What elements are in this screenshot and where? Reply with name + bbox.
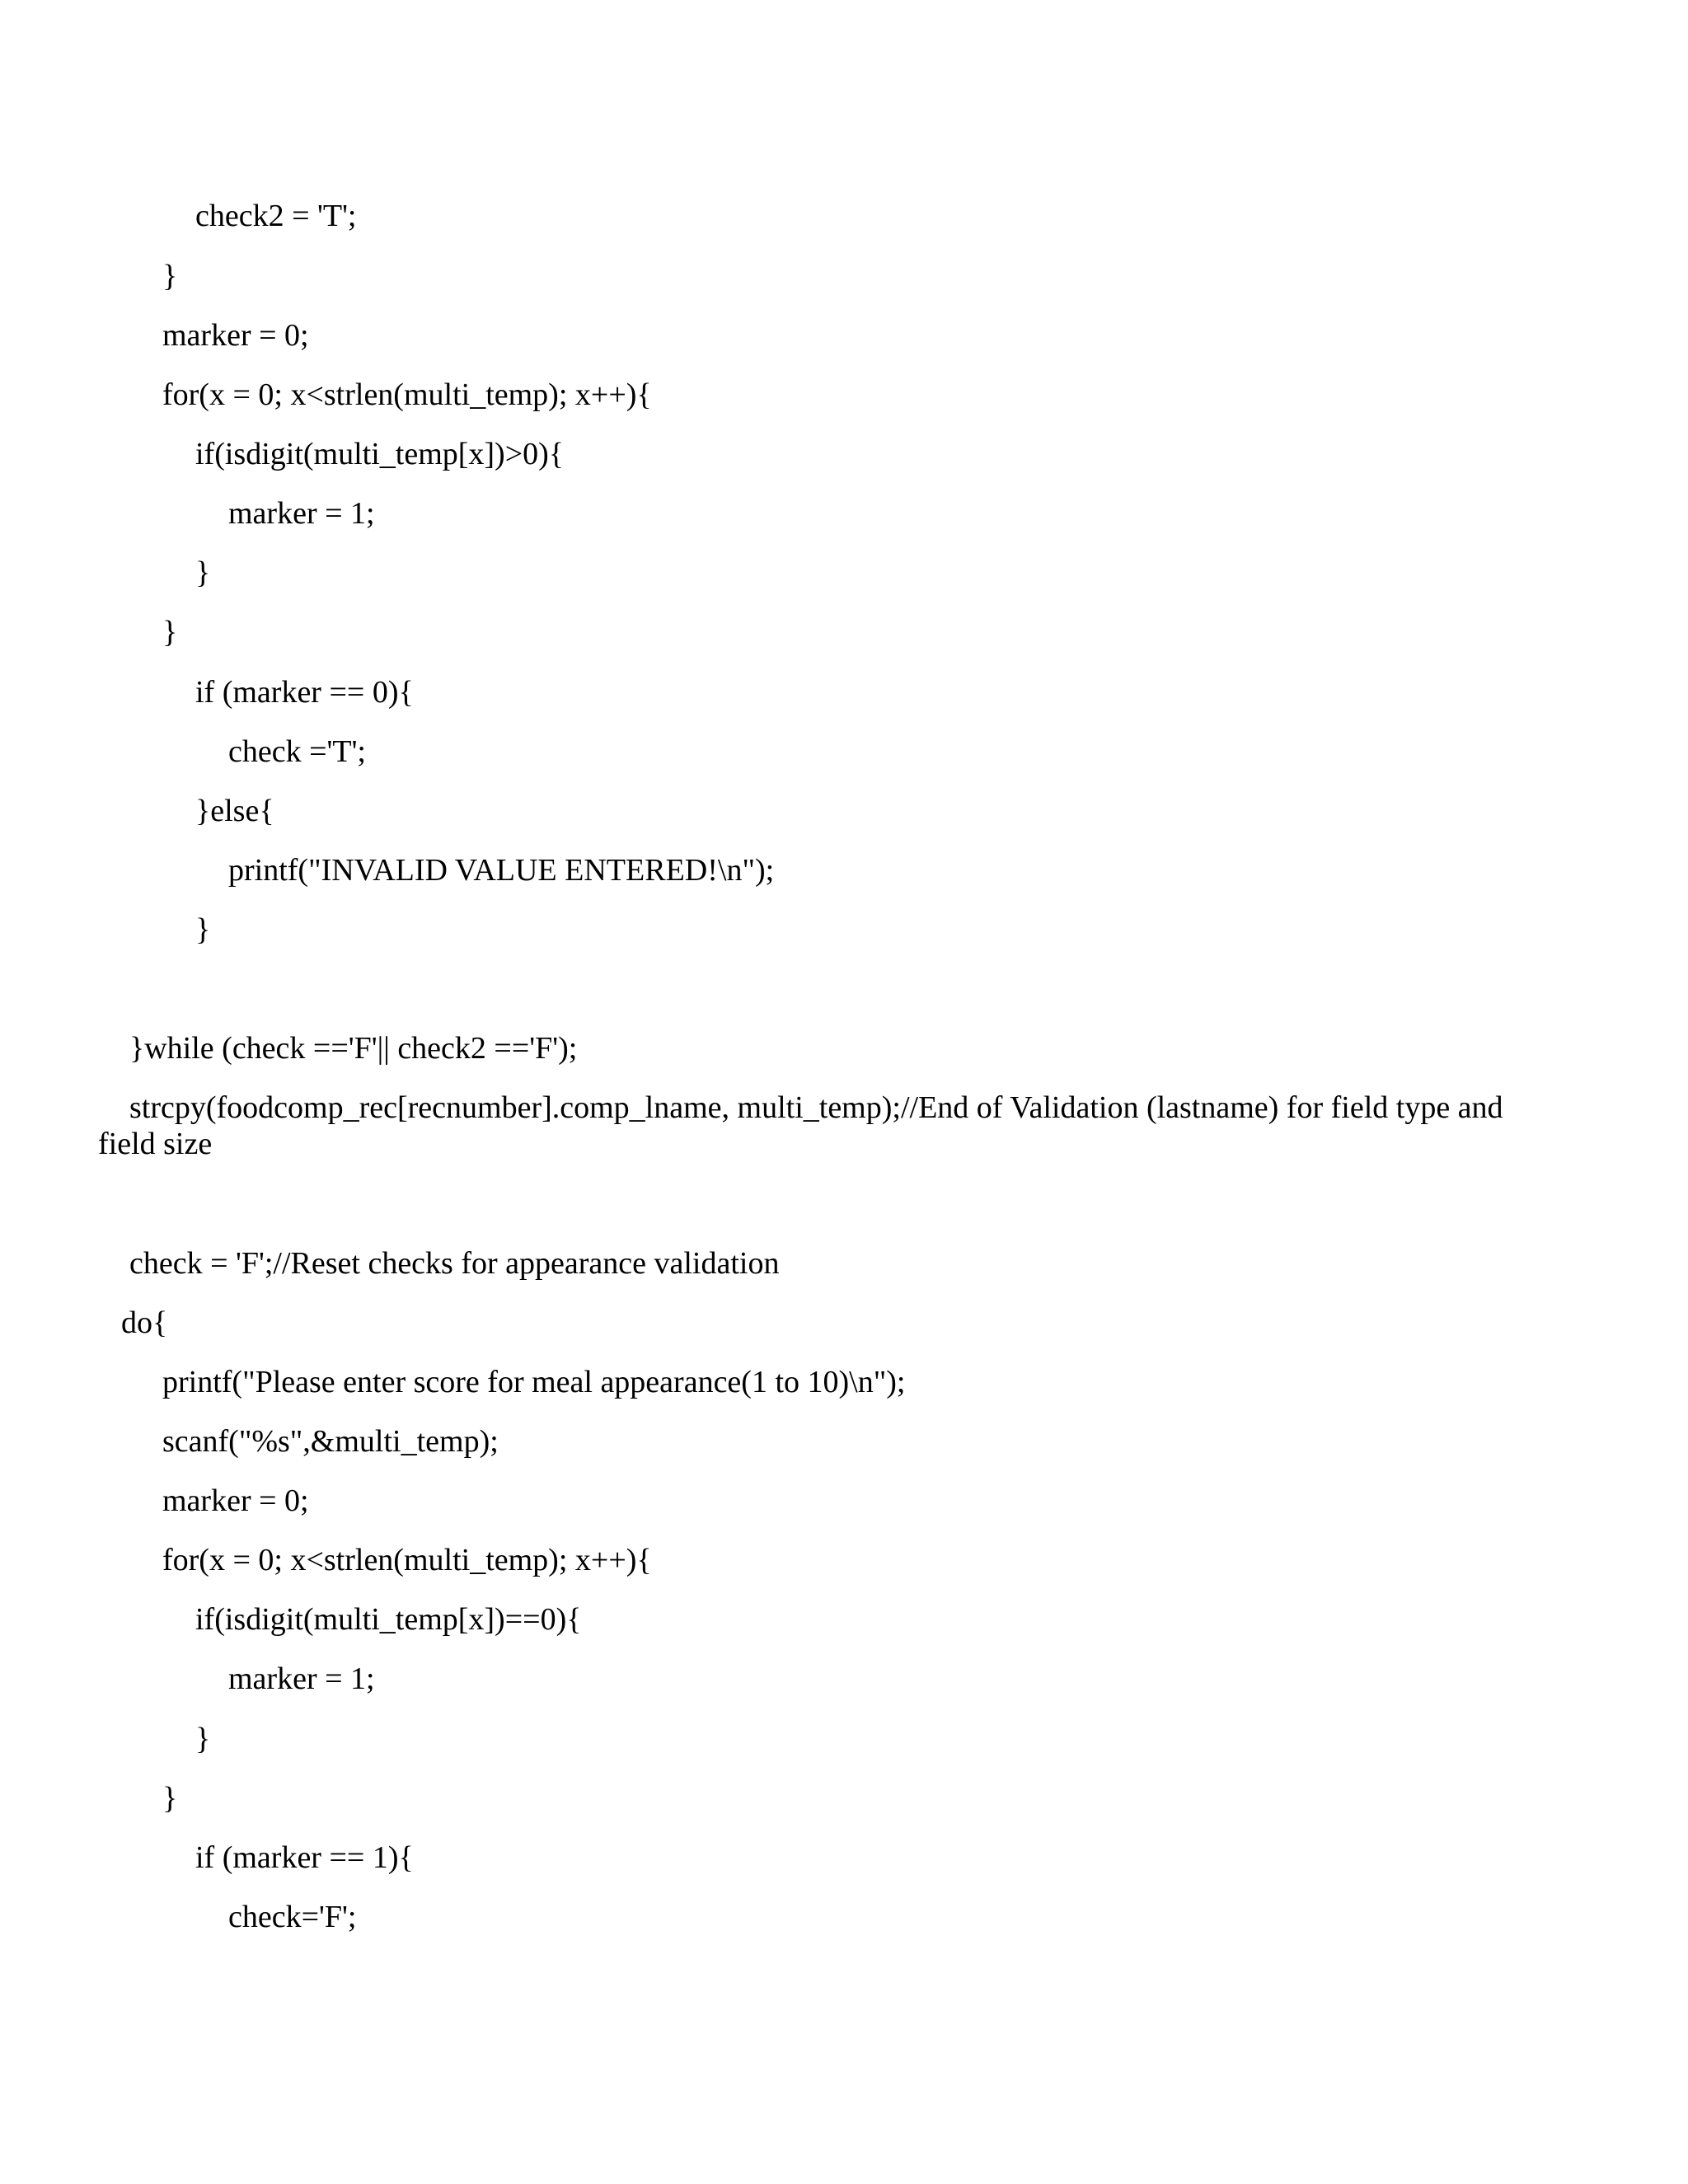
code-line: }: [195, 1722, 211, 1756]
code-line: marker = 0;: [162, 1483, 309, 1518]
code-line: if(isdigit(multi_temp[x])>0){: [195, 437, 565, 471]
code-line: if(isdigit(multi_temp[x])==0){: [195, 1602, 582, 1637]
code-line: }while (check =='F'|| check2 =='F');: [129, 1031, 578, 1066]
code-line: }: [162, 1781, 178, 1816]
code-line: marker = 1;: [228, 496, 375, 531]
code-line: }else{: [195, 794, 274, 828]
code-line: if (marker == 1){: [195, 1840, 414, 1875]
code-line: }: [195, 555, 211, 590]
code-line: printf("INVALID VALUE ENTERED!\n");: [228, 853, 775, 888]
code-line: marker = 0;: [162, 318, 309, 353]
code-line: }: [162, 615, 178, 649]
code-line: strcpy(foodcomp_rec[recnumber].comp_lname, multi_temp);//End of Validation (lastname) for field type and: [129, 1090, 1503, 1125]
code-line: check = 'F';//Reset checks for appearance validation: [129, 1246, 780, 1281]
code-line: }: [195, 912, 211, 947]
code-line: printf("Please enter score for meal appearance(1 to 10)\n");: [162, 1365, 906, 1399]
code-line: do{: [121, 1305, 168, 1340]
code-line: if (marker == 0){: [195, 675, 414, 710]
code-line: }: [162, 259, 178, 293]
code-line: for(x = 0; x<strlen(multi_temp); x++){: [162, 1543, 652, 1577]
code-line: check ='T';: [228, 734, 366, 769]
code-line: check2 = 'T';: [195, 199, 357, 233]
code-line: scanf("%s",&multi_temp);: [162, 1424, 499, 1459]
code-line: check='F';: [228, 1900, 357, 1934]
code-line: field size: [98, 1127, 213, 1161]
code-line: marker = 1;: [228, 1661, 375, 1696]
code-line: for(x = 0; x<strlen(multi_temp); x++){: [162, 377, 652, 412]
